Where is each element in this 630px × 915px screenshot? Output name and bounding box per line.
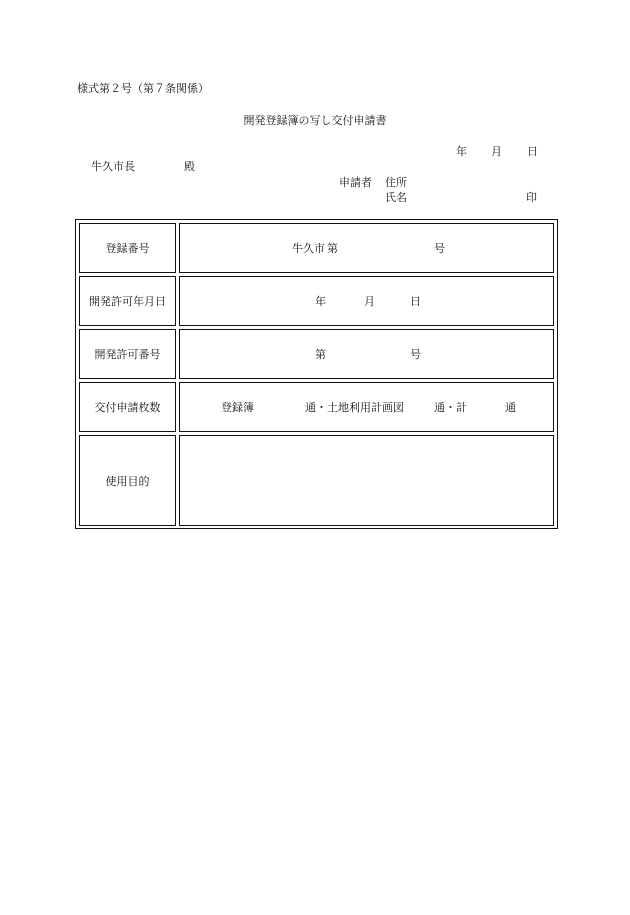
registration-number-field[interactable]: [179, 223, 554, 273]
table-row-purpose: [79, 435, 554, 526]
number-suffix: 号: [434, 242, 445, 255]
table-row-registration-number: [79, 223, 554, 273]
copies-unit: 通: [505, 401, 516, 414]
day-unit: 日: [410, 295, 421, 308]
land-use-plan-copies-label: 通・土地利用計画図: [305, 401, 404, 414]
date-month-label: 月: [491, 145, 502, 158]
document-title: 開発登録簿の写し交付申請書: [243, 114, 387, 127]
number-prefix: 第: [327, 242, 338, 255]
purpose-field[interactable]: [179, 435, 554, 526]
applicant-address-label: 住所: [385, 176, 407, 189]
number-suffix: 号: [410, 348, 421, 361]
row-label: 開発許可番号: [94, 348, 161, 361]
permit-number-label: [79, 329, 176, 379]
permit-number-field[interactable]: [179, 329, 554, 379]
total-copies-label: 通・計: [434, 401, 467, 414]
row-label: 開発許可年月日: [89, 295, 166, 308]
year-unit: 年: [315, 295, 326, 308]
month-unit: 月: [364, 295, 375, 308]
city-name: 牛久市: [292, 242, 325, 255]
row-label: 交付申請枚数: [94, 401, 161, 414]
register-copies-label: 登録簿: [221, 401, 254, 414]
table-row-permit-date: [79, 276, 554, 326]
date-day-label: 日: [527, 145, 538, 158]
table-row-copy-count: [79, 382, 554, 432]
seal-mark: 印: [526, 191, 537, 204]
addressee-honorific: 殿: [184, 160, 195, 173]
application-form-table: [75, 219, 558, 529]
permit-date-label: [79, 276, 176, 326]
addressee-name: 牛久市長: [91, 160, 135, 173]
applicant-name-label: 氏名: [385, 191, 407, 204]
form-number: 様式第２号（第７条関係）: [77, 82, 209, 95]
permit-date-field[interactable]: [179, 276, 554, 326]
copy-count-field[interactable]: [179, 382, 554, 432]
registration-number-label: [79, 223, 176, 273]
row-label: 登録番号: [105, 242, 150, 255]
row-label: 使用目的: [105, 474, 150, 488]
copy-count-label: [79, 382, 176, 432]
table-row-permit-number: [79, 329, 554, 379]
applicant-label: 申請者: [339, 176, 372, 189]
purpose-label: [79, 435, 176, 526]
number-prefix: 第: [315, 348, 326, 361]
date-year-label: 年: [456, 145, 467, 158]
